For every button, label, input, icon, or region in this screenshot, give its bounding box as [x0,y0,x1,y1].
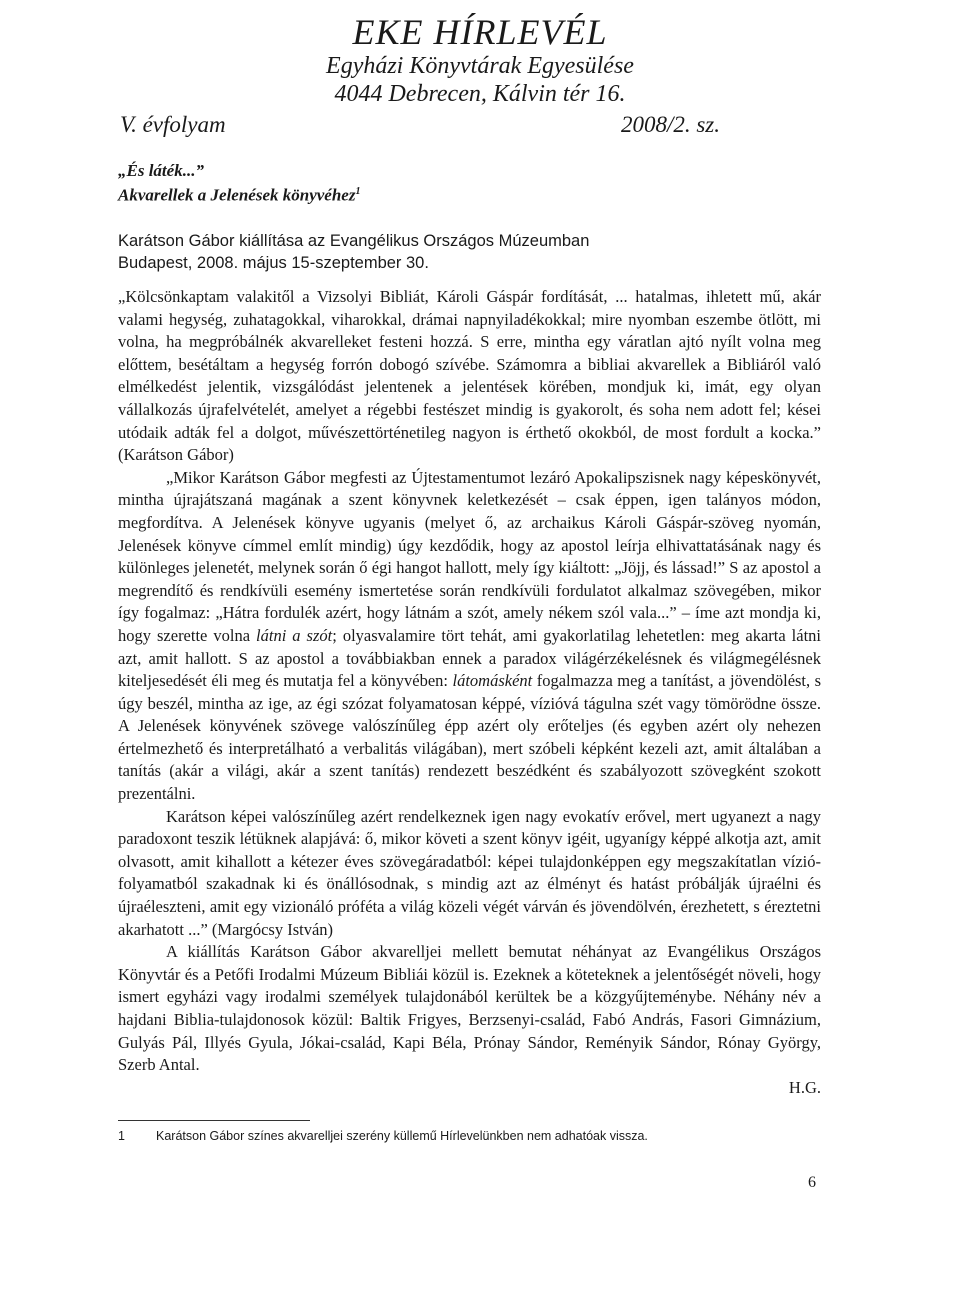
exhibition-info [118,230,589,274]
volume-label: V. évfolyam [120,112,226,137]
newsletter-address: 4044 Debrecen, Kálvin tér 16. [334,81,626,107]
paragraph-3: Karátson képei valószínűleg azért rendelkeznek igen nagy evokatív erővel, mert ugyanezt a nagy paradoxont teszik létüknek alapjává: ő, mikor követi a szent könyv igéit, ugyanígy képpé alkotja azt, amit olvasott, amit kihallott a kétezer éves szövegáradatból: képei tulajdonképpen egy megszakítatlan vízió-folyamatból szakadnak ki és önállósodnak, s mindig azt az élményt és hatást próbálják újraélni és újraéleszteni, amit egy vizionáló próféta a világ közeli végét várván és jövendölvén, érezhetett, s éreztetni akarhatott ...” (Margócsy István) [118,806,821,939]
exhibition-line1: Karátson Gábor kiállítása az Evangélikus Országos Múzeumban [118,232,590,250]
issue-label: 2008/2. sz. [620,112,720,137]
paragraph-2-part-a: „Mikor Karátson Gábor megfesti az Újtestamentumot lezáró Apokalipszisnek nagy képeskönyvét, mintha újrajátszaná magának a szent könyvnek keletkezését – csak éppen, igen talányos módon, megfordítva. A Jelenések könyve ugyanis (melyet ő, az archaikus Károli Gáspár-szöveg nyomán, Jelenések könyve címmel említ mindig) úgy kezdődik, hogy az apostol leírja elhivattatásának nagy és különleges jelenetét, melynek során ő égi hangot hallott, mely így kiáltott: „Jöjj, és lássad!” S az apostol a megrendítő és rendkívüli esemény ismertetése során rendkívüli fordulatot alkalmaz szövegében, mikor így fogalmaz: „Hátra fordulék azért, hogy látnám a szót, amely nékem szól vala...” – íme azt mondja ki, hogy szerette volna [118,467,821,645]
newsletter-subtitle: Egyházi Könyvtárak Egyesülése [326,53,634,79]
article-title-line2: Akvarellek a Jelenések könyvéhez [118,185,356,205]
emphasis-latni-a-szot: látni a szót [256,625,333,645]
emphasis-latomaskent: látomásként [452,671,533,691]
footnote-text: Karátson Gábor színes akvarelljei szerény küllemű Hírlevelünkben nem adhatóak vissza. [156,1129,648,1143]
article-body [118,286,821,1099]
footnote-marker: 1 [355,186,361,197]
paragraph-2 [118,467,821,806]
article-title-line1: „És láték...” [118,161,204,180]
article-title [118,160,360,206]
footnote-divider [118,1120,310,1121]
paragraph-4: A kiállítás Karátson Gábor akvarelljei mellett bemutat néhányat az Evangélikus Országos Könyvtár és a Petőfi Irodalmi Múzeum Bibliái közül is. Ezeknek a köteteknek a jelentőségét növeli, hogy ismert egyházi vagy irodalmi személyek tulajdonából kerültek be a közgyűjteménybe. Néhány név a hajdani Biblia-tulajdonosok közül: Baltik Frigyes, Berzsenyi-család, Fabó András, Fasori Gimnázium, Gulyás Pál, Illyés Gyula, Jókai-család, Kapi Béla, Prónay Sándor, Reményik Sándor, Rónay György, Szerb Antal. [118,942,821,1075]
paragraph-1: „Kölcsönkaptam valakitől a Vizsolyi Bibliát, Károli Gáspár fordítását, ... hatalmas, ihletett mű, akár valami hegység, zuhatagokkal, viharokkal, drámai napnyiladékokkal; mire nyomban eszembe ötlött, mi volna, ha megpróbálnék akvarelleket festeni hozzá. S erre, mintha egy váratlan ajtó nyílt volna meg előttem, besétáltam a hegység forrón dobogó szívébe. Számomra a bibliai akvarellek a Bibliáról való elmélkedést jelentik, vizsgálódást jelentenek a jelentések körében, mondjuk ki, imát, egy olyan vállalkozás újrafelvételét, amelyet a régebbi festészet mindig is gyakorolt, és soha nem adott fel; kései utódaik adták fel a dolgot, művészettörténetileg nagyon is érthető okokból, de most fordult a kocka.” (Karátson Gábor) [118,287,821,465]
signature: H.G. [788,1077,821,1097]
paragraph-2-part-c: fogalmazza meg a tanítást, a jövendölést, s úgy beszél, mintha az ige, az égi szózat folyamatosan képpé, vízióvá tágulna szét vagy tömörödne össze. A Jelenések könyvének szövege valószínűleg épp azért oly erőteljes (és egyben azért oly nehezen értelmezhető és interpretálható a verbalitás világában), mert szóbeli képként kezeli azt, amit általában a tanítás (akár a világi, akár a szent tanítás) rendezett beszédként és szabályozott szövegként szokott prezentálni. [118,671,822,804]
newsletter-title: EKE HÍRLEVÉL [352,12,608,52]
masthead [0,12,960,108]
page-number: 6 [808,1174,816,1191]
footnote-number: 1 [118,1129,125,1143]
paragraph-2-part-b: ; olyasvalamire tört tehát, ami gyakorlatilag lehetetlen: meg akarta látni azt, amit hallott. S az apostol a továbbiakban ennek a paradox világérzékelésnek és világmegélésnek kiteljesedését éli meg és mutatja fel a könyvében: [118,625,822,691]
exhibition-line2: Budapest, 2008. május 15-szeptember 30. [118,254,429,272]
footnote [118,1129,648,1143]
